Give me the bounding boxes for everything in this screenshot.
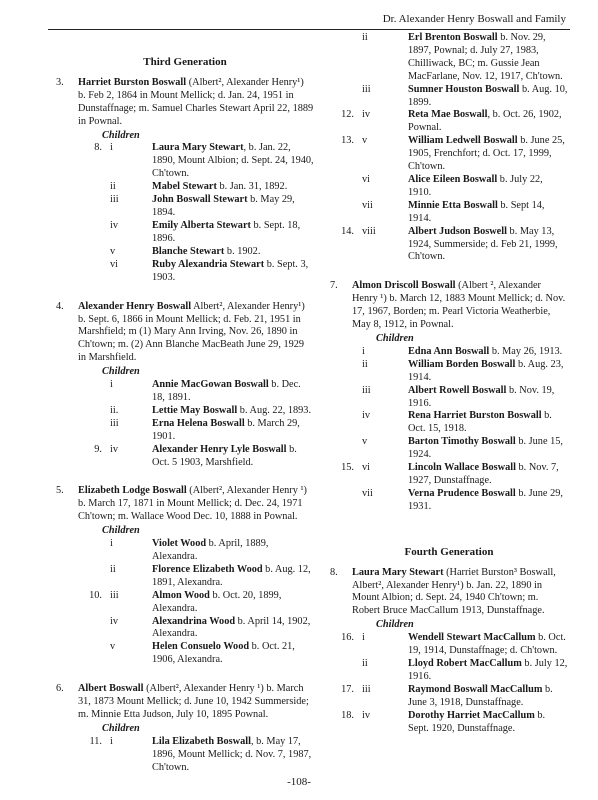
child-details: b. Nov. 7, 1927, Dunstaffnage. <box>408 462 559 486</box>
child-row <box>56 564 314 590</box>
child-roman-numeral: iv <box>110 443 119 455</box>
child-name: Almon Wood <box>152 589 210 601</box>
child-details: b. Sept. 18, 1896. <box>152 219 301 244</box>
child-row <box>56 259 314 285</box>
child-row <box>56 194 314 220</box>
child-name: Mabel Stewart <box>152 181 217 193</box>
child-details: b. Aug. 23, 1914. <box>408 358 564 383</box>
child-row <box>330 632 568 658</box>
child-roman-numeral: ii <box>110 181 116 193</box>
child-roman-numeral: ii <box>362 358 368 370</box>
child-roman-numeral: iv <box>110 219 119 231</box>
child-name: Florence Elizabeth Wood <box>152 563 263 575</box>
entry-name: Almon Driscoll Boswall <box>352 280 456 292</box>
entry-name: Albert Boswall <box>78 683 144 695</box>
child-details: b. Sept. 3, 1903. <box>152 258 309 283</box>
child-details: b. June 15, 1924. <box>408 436 563 461</box>
left-entry-list <box>56 77 314 785</box>
fourth-entry-list <box>330 567 568 746</box>
header-rule <box>48 29 570 30</box>
child-roman-numeral: ii <box>362 32 368 43</box>
child-row <box>330 385 568 411</box>
child-row <box>330 684 568 710</box>
child-details: b. Sept. 1920, Dunstaffnage. <box>408 709 546 734</box>
entry-number: 8. <box>330 566 338 578</box>
child-roman-numeral: vi <box>362 173 371 185</box>
child-roman-numeral: iv <box>110 615 119 627</box>
child-number: 8. <box>94 142 102 154</box>
child-name: Alice Eileen Boswall <box>408 173 498 185</box>
entry-number: 7. <box>330 280 338 292</box>
child-name: Laura Mary Stewart <box>152 142 244 154</box>
child-details: b. April 14, 1902, Alexandra. <box>152 615 311 640</box>
child-name: Minnie Etta Boswall <box>408 199 498 211</box>
page-header <box>48 12 570 28</box>
left-column <box>56 32 314 785</box>
spacer <box>56 285 314 295</box>
child-name: Albert Judson Boswell <box>408 225 507 237</box>
child-name: Alexander Henry Lyle Boswall <box>152 443 287 455</box>
child-row <box>330 135 568 174</box>
child-roman-numeral: vii <box>362 199 373 211</box>
child-roman-numeral: iv <box>362 410 371 422</box>
child-number: 18. <box>341 709 354 721</box>
child-name: John Boswall Stewart <box>152 194 248 206</box>
child-number: 16. <box>341 632 354 644</box>
child-row <box>330 226 568 265</box>
child-name: Raymond Boswall MacCallum <box>408 683 543 695</box>
child-name: Erl Brenton Boswall <box>408 32 498 43</box>
children-label: Children <box>102 366 140 378</box>
entry-details: (Albert ², Alexander Henry ¹) b. March 12, 1883 Mount Mellick; d. Nov. 17, 1967, Borden; m. Pearl Victoria Weatherbie, May 8, 1912, in Pownal. <box>352 280 566 331</box>
child-row <box>330 32 568 84</box>
family-entry <box>56 683 314 722</box>
child-roman-numeral: iii <box>362 384 371 396</box>
entry-details: Albert², Alexander Henry¹) b. Sept. 6, 1866 in Mount Mellick; d. Feb. 21, 1951 in Marshfield; m (1) Mary Ann Irving, Nov. 26, 1890 in Ch'town; m. (2) Ann Blanche MacBeath June 29, 1929 in Marshfield. <box>78 300 305 364</box>
child-details: b. Oct. 5 1903, Marshfield. <box>152 443 297 468</box>
child-roman-numeral: iv <box>362 109 371 121</box>
children-label: Children <box>376 332 414 344</box>
child-details: b. May 26, 1913. <box>489 345 563 357</box>
child-roman-numeral: v <box>110 641 116 653</box>
spacer <box>56 469 314 479</box>
spacer <box>330 514 568 524</box>
child-roman-numeral: vi <box>110 258 119 270</box>
child-name: Sumner Houston Boswall <box>408 83 520 95</box>
child-roman-numeral: vii <box>362 487 373 499</box>
child-name: Emily Alberta Stewart <box>152 219 251 231</box>
spacer <box>56 667 314 677</box>
child-row <box>56 181 314 194</box>
child-number: 13. <box>341 135 354 147</box>
child-row <box>330 488 568 514</box>
child-details: b. Nov. 19, 1916. <box>408 384 555 409</box>
child-details: , b. Oct. 26, 1902, Pownal. <box>408 109 562 134</box>
child-roman-numeral: iii <box>110 589 119 601</box>
family-entry <box>330 280 568 332</box>
child-details: b. Sept 14, 1914. <box>408 199 545 224</box>
child-row <box>56 444 314 470</box>
child-row <box>330 410 568 436</box>
child-details: b. July 12, 1916. <box>408 657 568 682</box>
child-roman-numeral: v <box>362 436 368 448</box>
entry-number: 5. <box>56 485 64 497</box>
entry-details: (Albert², Alexander Henry¹) b. Feb 2, 1864 in Mount Mellick; d. Jan. 24, 1951 in Dunstaffnage; m. Samuel Charles Stewart April 22, 1889 in Pownal. <box>78 76 314 127</box>
child-name: Ruby Alexandria Stewart <box>152 258 265 270</box>
entry-details: (Harriet Burston³ Boswall, Albert², Alexander Henry¹) b. Jan. 22, 1890 in Mount Albion; d. Sept. 24, 1940 Ch'town; m. Robert Bruce MacCallum 1913, Dunstaffnage. <box>352 566 556 617</box>
child-roman-numeral: iii <box>110 194 119 206</box>
page-number: -108- <box>287 776 311 788</box>
child-roman-numeral: vi <box>362 462 371 474</box>
child-name: Erna Helena Boswall <box>152 417 245 429</box>
child-roman-numeral: viii <box>362 225 376 237</box>
child-details: , b. Jan. 22, 1890, Mount Albion; d. Sept. 24, 1940, Ch'town. <box>152 142 314 180</box>
spacer <box>330 735 568 745</box>
child-roman-numeral: ii <box>110 563 116 575</box>
child-details: b. Aug. 22, 1893. <box>237 404 312 416</box>
child-name: Lloyd Robert MacCallum <box>408 657 522 669</box>
child-details: b. Aug. 12, 1891, Alexandra. <box>152 563 311 588</box>
child-row <box>330 436 568 462</box>
child-roman-numeral: i <box>110 142 113 154</box>
child-row <box>330 84 568 110</box>
child-roman-numeral: v <box>362 135 368 147</box>
children-label: Children <box>102 525 140 537</box>
entry-name: Alexander Henry Boswall <box>78 300 192 312</box>
child-row <box>56 246 314 259</box>
child-details: b. June 25, 1905, Frenchfort; d. Oct. 17, 1999, Ch'town. <box>408 135 565 173</box>
child-roman-numeral: i <box>110 735 113 747</box>
children-label: Children <box>102 722 140 734</box>
child-row <box>330 346 568 359</box>
child-row <box>330 359 568 385</box>
child-details: b. Oct. 19, 1914, Dunstaffnage; d. Ch'town. <box>408 632 566 657</box>
child-name: Verna Prudence Boswall <box>408 487 516 499</box>
entry-name: Laura Mary Stewart <box>352 566 444 578</box>
children-label: Children <box>102 129 140 141</box>
family-entry <box>56 485 314 524</box>
child-details: b. March 29, 1901. <box>152 417 300 442</box>
child-row <box>330 200 568 226</box>
child-details: b. Oct. 15, 1918. <box>408 410 552 435</box>
child-name: Reta Mae Boswall <box>408 109 488 121</box>
child-number: 10. <box>89 589 102 601</box>
entry-details: (Albert², Alexander Henry ¹) b. March 17, 1871 in Mount Mellick; d. Dec. 24, 1971 Ch'town; m. Wallace Wood Dec. 10, 1888 in Pownal. <box>78 485 307 523</box>
child-details: b. April, 1889, Alexandra. <box>152 538 269 562</box>
child-name: Violet Wood <box>152 538 207 550</box>
child-name: Rena Harriet Burston Boswall <box>408 410 542 422</box>
entry-name: Harriet Burston Boswall <box>78 76 187 88</box>
child-name: Annie MacGowan Boswall <box>152 379 269 391</box>
child-row <box>56 736 314 775</box>
child-name: Lincoln Wallace Boswall <box>408 462 516 474</box>
child-roman-numeral: iii <box>110 417 119 429</box>
child-row <box>56 538 314 564</box>
entry-number: 4. <box>56 300 64 312</box>
child-details: b. Dec. 18, 1891. <box>152 379 301 403</box>
child-row <box>56 641 314 667</box>
child-number: 14. <box>341 225 354 237</box>
child-name: Edna Ann Boswall <box>408 345 490 357</box>
child-details: , b. May 17, 1896, Mount Mellick; d. Nov. 7, 1987, Ch'town. <box>152 735 312 773</box>
child-row <box>330 710 568 736</box>
entry-number: 6. <box>56 683 64 695</box>
child-details: b. July 22, 1910. <box>408 173 543 198</box>
child-name: Alexandrina Wood <box>152 615 236 627</box>
child-name: William Borden Boswall <box>408 358 516 370</box>
child-roman-numeral: i <box>110 379 113 391</box>
child-roman-numeral: ii <box>362 657 368 669</box>
child-roman-numeral: i <box>362 345 365 357</box>
child-row <box>56 418 314 444</box>
child-name: Barton Timothy Boswall <box>408 436 516 448</box>
child-row <box>56 590 314 616</box>
child-row <box>56 142 314 181</box>
child-details: b. 1902. <box>224 245 261 257</box>
child-row <box>330 462 568 488</box>
right-column <box>330 32 568 745</box>
family-entry <box>56 301 314 366</box>
child-row <box>330 658 568 684</box>
child-details: b. May 29, 1894. <box>152 194 295 219</box>
child-row <box>330 174 568 200</box>
child-details: b. June 3, 1918, Dunstaffnage. <box>408 683 553 708</box>
section-title-fourth: Fourth Generation <box>404 545 494 558</box>
child-row <box>56 379 314 405</box>
child-name: Dorothy Harriet MacCallum <box>408 709 535 721</box>
spacer <box>330 264 568 274</box>
child-number: 9. <box>94 443 102 455</box>
child-roman-numeral: v <box>110 245 116 257</box>
child-roman-numeral: i <box>362 632 365 644</box>
child-row <box>56 616 314 642</box>
child-roman-numeral: iii <box>362 83 371 95</box>
child-name: Wendell Stewart MacCallum <box>408 632 536 644</box>
child-name: Lila Elizabeth Boswall <box>152 735 251 747</box>
entry-name: Elizabeth Lodge Boswall <box>78 485 187 497</box>
child-roman-numeral: iii <box>362 683 371 695</box>
entry-number: 3. <box>56 76 64 88</box>
children-label: Children <box>376 619 414 631</box>
child-details: b. Nov. 29, 1897, Pownal; d. July 27, 1983, Chilliwack, BC; m. Gussie Jean MacFarlane, Nov. 12, 1917, Ch'town. <box>408 32 563 82</box>
child-details: b. Oct. 21, 1906, Alexandra. <box>152 641 295 666</box>
child-name: William Ledwell Boswall <box>408 135 518 147</box>
child-details: b. May 13, 1924, Summerside; d. Feb 21, 1999, Ch'town. <box>408 225 558 263</box>
child-name: Albert Rowell Boswall <box>408 384 507 396</box>
child-number: 17. <box>341 683 354 695</box>
child-details: b. Aug. 10, 1899. <box>408 83 568 108</box>
child-row <box>330 109 568 135</box>
child-roman-numeral: i <box>110 538 113 550</box>
child-name: Helen Consuelo Wood <box>152 641 250 653</box>
child-roman-numeral: iv <box>362 709 371 721</box>
header-title: Dr. Alexander Henry Boswall and Family <box>382 13 566 25</box>
child-roman-numeral: ii. <box>110 404 119 416</box>
child-number: 11. <box>89 735 102 747</box>
child-number: 15. <box>341 462 354 474</box>
child-details: b. June 29, 1931. <box>408 487 563 512</box>
section-title-third: Third Generation <box>143 56 227 68</box>
right-entry-list <box>330 280 568 523</box>
child-number: 12. <box>341 109 354 121</box>
child-details: b. Jan. 31, 1892. <box>216 181 288 193</box>
right-continued-children <box>330 32 568 264</box>
child-row <box>56 220 314 246</box>
entry-details: (Albert², Alexander Henry ¹) b. March 31, 1873 Mount Mellick; d. June 10, 1942 Summerside; m. Minnie Etta Judson, July 10, 1895 Pownal. <box>78 683 309 720</box>
child-name: Lettie May Boswall <box>152 404 238 416</box>
child-name: Blanche Stewart <box>152 245 225 257</box>
child-details: b. Oct. 20, 1899, Alexandra. <box>152 589 282 614</box>
family-entry <box>56 77 314 129</box>
child-row <box>56 405 314 418</box>
family-entry <box>330 567 568 619</box>
